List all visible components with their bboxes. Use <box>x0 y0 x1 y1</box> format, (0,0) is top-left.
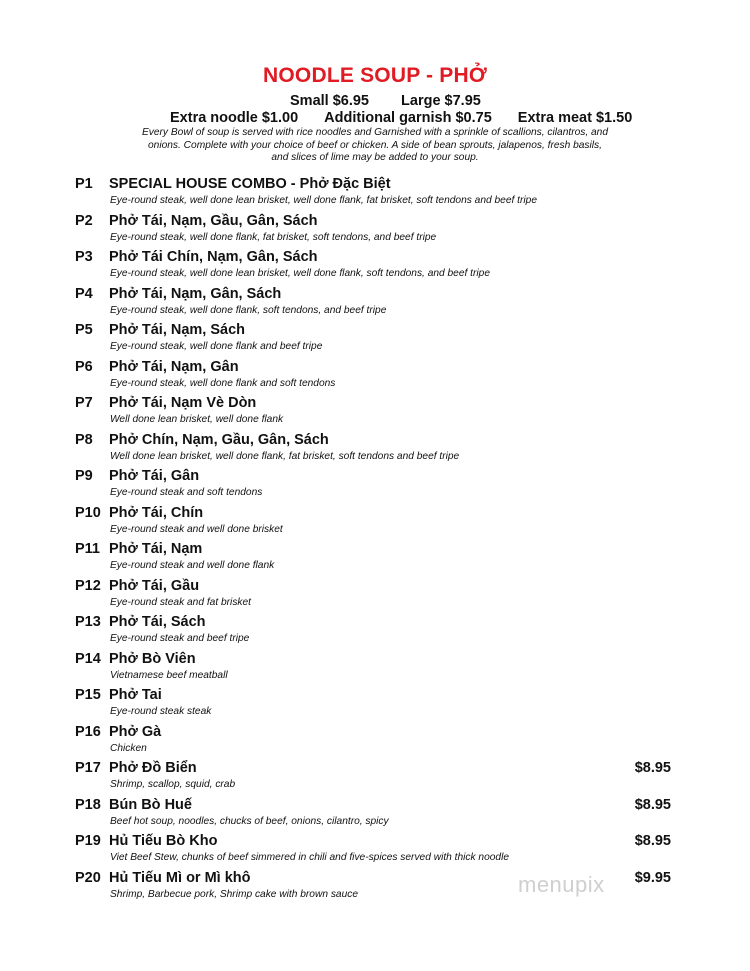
item-description: Eye-round steak, well done flank and beef tripe <box>110 341 323 352</box>
menu-items-list <box>75 176 675 906</box>
description-line: and slices of lime may be added to your soup. <box>271 152 479 163</box>
item-name: Phở Tái, Nạm, Gân, Sách <box>109 285 282 302</box>
description-line: onions. Complete with your choice of beef or chicken. A side of bean sprouts, jalapenos, fresh basils, <box>148 139 602 151</box>
item-code: P3 <box>75 249 93 265</box>
item-description: Beef hot soup, noodles, chucks of beef, onions, cilantro, spicy <box>110 815 389 827</box>
item-description: Eye-round steak, well done flank, fat brisket, soft tendons, and beef tripe <box>110 231 437 243</box>
item-code: P6 <box>75 358 93 375</box>
menu-item <box>75 286 675 323</box>
item-code: P17 <box>75 760 101 776</box>
item-description: Eye-round steak, well done lean brisket, well done flank, fat brisket, soft tendons and beef tripe <box>110 195 537 206</box>
extras-prices <box>170 110 632 126</box>
extra-noodle-price: Extra noodle $1.00 <box>170 110 299 126</box>
item-price: $8.95 <box>634 760 671 776</box>
item-code: P1 <box>75 176 93 192</box>
menu-item <box>75 724 675 761</box>
item-code: P14 <box>75 650 101 667</box>
item-description: Eye-round steak and fat brisket <box>110 596 252 608</box>
item-code: P18 <box>75 796 101 813</box>
item-code: P4 <box>75 285 93 302</box>
item-name: Phở Tái, Chín <box>109 504 204 521</box>
item-description: Chicken <box>110 742 147 754</box>
additional-garnish-price: Additional garnish $0.75 <box>324 110 492 126</box>
item-code: P10 <box>75 504 101 521</box>
item-name: Phở Tái, Sách <box>109 614 206 630</box>
item-description: Eye-round steak and beef tripe <box>110 633 250 644</box>
item-description: Viet Beef Stew, chunks of beef simmered in chili and five-spices served with thick noodle <box>110 852 510 863</box>
item-description: Eye-round steak steak <box>110 706 212 717</box>
item-name: Phở Tái, Gân <box>109 468 200 484</box>
item-name: Bún Bò Huế <box>109 796 192 813</box>
size-prices <box>290 93 481 109</box>
item-code: P15 <box>75 687 101 703</box>
small-price: Small $6.95 <box>290 93 369 109</box>
menu-item <box>75 833 675 870</box>
item-code: P20 <box>75 869 101 886</box>
description-line: Every Bowl of soup is served with rice noodles and Garnished with a sprinkle of scallions, cilantros, and <box>141 127 609 138</box>
item-description: Well done lean brisket, well done flank <box>110 414 284 425</box>
item-price: $8.95 <box>634 833 671 849</box>
item-name: Phở Tái, Gầu <box>109 577 200 594</box>
item-code: P5 <box>75 322 93 338</box>
menu-item <box>75 432 675 469</box>
item-name: Phở Tái, Nạm, Gân <box>109 358 239 375</box>
item-description: Eye-round steak, well done flank, soft tendons, and beef tripe <box>110 304 387 316</box>
item-name: Phở Đồ Biển <box>109 760 197 776</box>
item-name: Hủ Tiếu Mì or Mì khô <box>109 869 251 886</box>
item-code: P13 <box>75 614 101 630</box>
menu-item <box>75 468 675 505</box>
item-code: P12 <box>75 577 101 594</box>
item-description: Shrimp, Barbecue pork, Shrimp cake with brown sauce <box>110 888 359 900</box>
item-code: P7 <box>75 395 93 411</box>
menu-item <box>75 213 675 250</box>
item-description: Well done lean brisket, well done flank, fat brisket, soft tendons and beef tripe <box>110 450 460 462</box>
menu-item <box>75 395 675 432</box>
menu-item <box>75 249 675 286</box>
item-name: Phở Tái, Nạm Vè Dòn <box>109 395 257 411</box>
menu-item <box>75 687 675 724</box>
menu-item <box>75 359 675 396</box>
item-description: Eye-round steak and well done flank <box>110 560 275 571</box>
item-description: Eye-round steak and well done brisket <box>110 523 283 535</box>
item-price: $9.95 <box>634 869 671 886</box>
menu-item <box>75 578 675 615</box>
extra-meat-price: Extra meat $1.50 <box>517 110 633 126</box>
menu-item <box>75 797 675 834</box>
item-code: P9 <box>75 468 93 484</box>
menu-item <box>75 176 675 213</box>
item-name: Phở Tái Chín, Nạm, Gân, Sách <box>109 249 318 265</box>
item-price: $8.95 <box>634 796 671 813</box>
item-name: Phở Bò Viên <box>109 650 196 667</box>
menupix-watermark: menupix <box>518 872 605 897</box>
menu-item <box>75 614 675 651</box>
menu-title: NOODLE SOUP - PHỞ <box>263 64 487 87</box>
item-code: P16 <box>75 723 101 740</box>
item-description: Shrimp, scallop, squid, crab <box>110 779 236 790</box>
item-name: Phở Tai <box>109 687 162 703</box>
item-name: Phở Chín, Nạm, Gầu, Gân, Sách <box>109 431 329 448</box>
menu-item <box>75 760 675 797</box>
large-price: Large $7.95 <box>401 93 481 109</box>
menu-item <box>75 505 675 542</box>
item-description: Vietnamese beef meatball <box>110 669 228 681</box>
item-description: Eye-round steak, well done flank and soft tendons <box>110 377 336 389</box>
item-name: Phở Tái, Nạm, Gầu, Gân, Sách <box>109 212 318 229</box>
item-name: SPECIAL HOUSE COMBO - Phở Đặc Biệt <box>109 176 391 192</box>
soup-description <box>110 127 640 165</box>
item-name: Hủ Tiếu Bò Kho <box>109 833 218 849</box>
item-code: P19 <box>75 833 101 849</box>
item-description: Eye-round steak, well done lean brisket, well done flank, soft tendons, and beef tripe <box>110 268 490 279</box>
menu-item <box>75 541 675 578</box>
item-code: P11 <box>75 541 100 557</box>
menu-item <box>75 651 675 688</box>
item-name: Phở Gà <box>109 723 162 740</box>
item-name: Phở Tái, Nạm <box>109 541 203 557</box>
item-code: P8 <box>75 431 93 448</box>
item-description: Eye-round steak and soft tendons <box>110 487 263 498</box>
menu-item <box>75 322 675 359</box>
item-name: Phở Tái, Nạm, Sách <box>109 322 246 338</box>
item-code: P2 <box>75 212 93 229</box>
